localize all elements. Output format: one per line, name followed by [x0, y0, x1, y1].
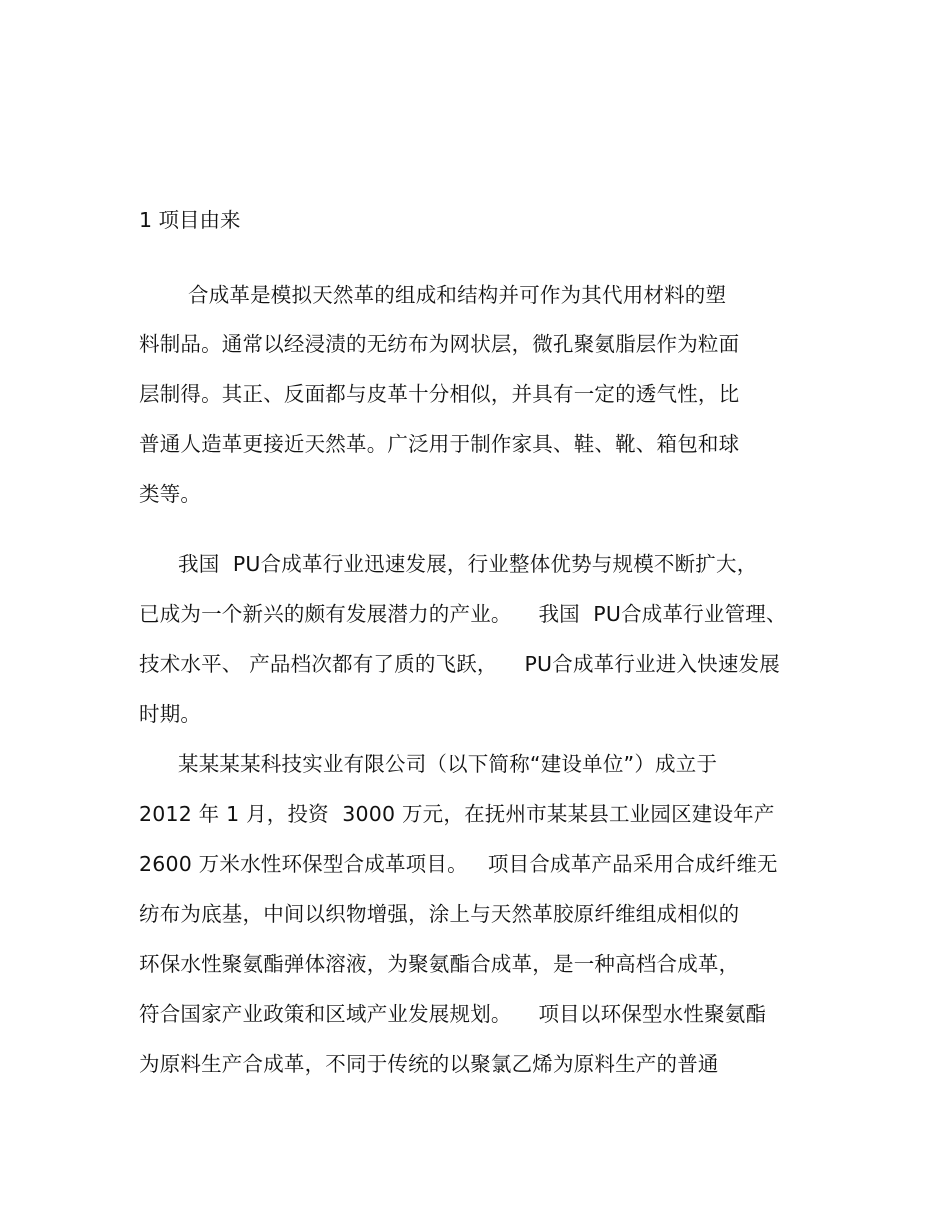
paragraph-line: 为原料生产合成革，不同于传统的以聚氯乙烯为原料生产的普通 [139, 1052, 719, 1076]
paragraph-line: 环保水性聚氨酯弹体溶液，为聚氨酯合成革，是一种高档合成革， [139, 952, 740, 976]
paragraph-line: 某某某某科技实业有限公司（以下简称“建设单位”）成立于 [178, 752, 718, 776]
paragraph-line: 我国 PU合成革行业迅速发展，行业整体优势与规模不断扩大， [178, 552, 758, 576]
paragraph-line: 普通人造革更接近天然革。广泛用于制作家具、鞋、靴、箱包和球 [139, 432, 740, 456]
paragraph-line: 料制品。通常以经浸渍的无纺布为网状层，微孔聚氨脂层作为粒面 [139, 332, 740, 356]
paragraph-line: 已成为一个新兴的颇有发展潜力的产业。 我国 PU合成革行业管理、 [139, 602, 787, 626]
paragraph-line: 技术水平、 产品档次都有了质的飞跃， PU合成革行业进入快速发展 [139, 652, 780, 676]
paragraph-line: 时期。 [139, 702, 202, 726]
paragraph-line: 纺布为底基，中间以织物增强，涂上与天然革胶原纤维组成相似的 [139, 902, 740, 926]
paragraph-line: 类等。 [139, 482, 202, 506]
paragraph-line: 2600 万米水性环保型合成革项目。 项目合成革产品采用合成纤维无 [139, 852, 778, 876]
paragraph-line: 符合国家产业政策和区域产业发展规划。 项目以环保型水性聚氨酯 [139, 1002, 767, 1026]
paragraph-line: 合成革是模拟天然革的组成和结构并可作为其代用材料的塑 [188, 283, 727, 307]
section-heading: 1 项目由来 [139, 208, 241, 232]
paragraph-line: 2012 年 1 月，投资 3000 万元，在抚州市某某县工业园区建设年产 [139, 802, 775, 826]
paragraph-line: 层制得。其正、反面都与皮革十分相似，并具有一定的透气性，比 [139, 382, 740, 406]
